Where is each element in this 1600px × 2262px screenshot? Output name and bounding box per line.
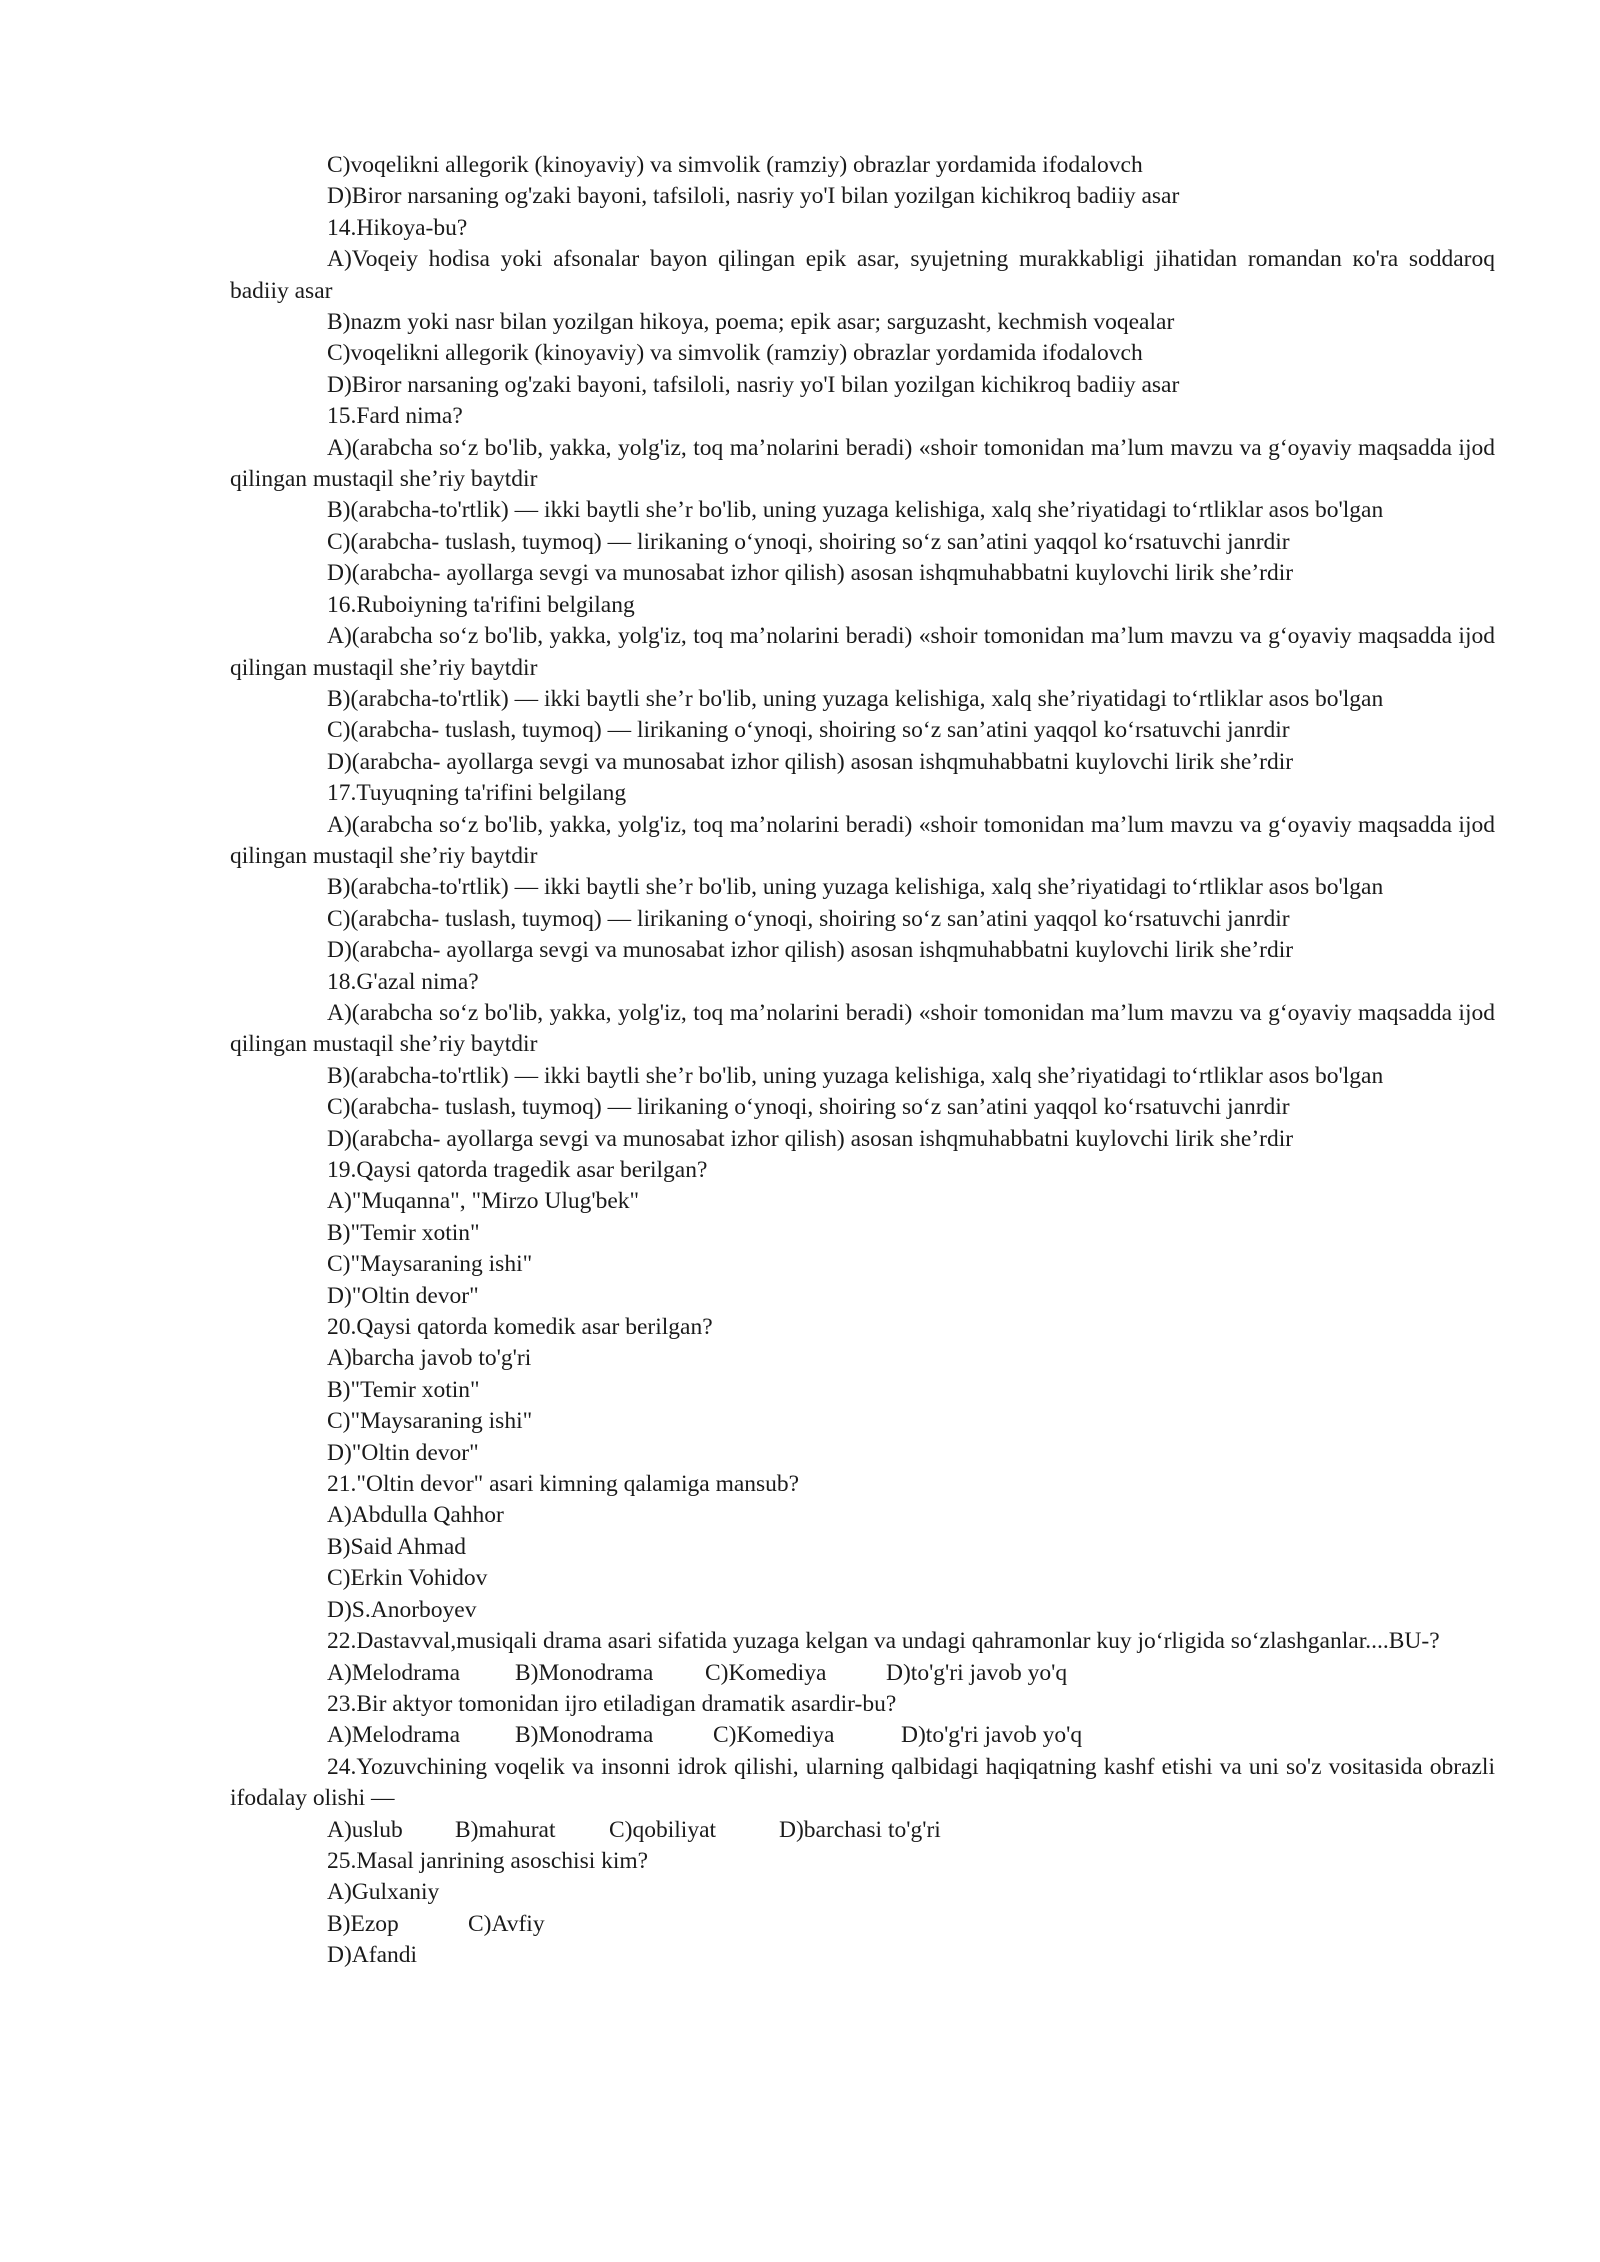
- answer-option: D)"Oltin devor": [327, 1282, 479, 1309]
- answer-option: A)(arabcha so‘z bo'lib, yakka, yolg'iz, toq ma’nolarini beradi) «shoir tomonidan ma’lum mavzu va g‘oyaviy maqsadda ijod qilingan mustaqil she’riy baytdir: [230, 811, 1495, 869]
- answer-option: C)(arabcha- tuslash, tuymoq) — lirikaning o‘ynoqi, shoiring so‘z san’atini yaqqol ko‘rsatuvchi janrdir: [327, 717, 1290, 744]
- answer-option: C)"Maysaraning ishi": [327, 1408, 533, 1435]
- answer-option: C)qobiliyat: [609, 1816, 717, 1843]
- answer-option: A)Abdulla Qahhor: [327, 1502, 504, 1529]
- answer-option: A)Melodrama: [327, 1659, 461, 1686]
- q24-options-row: [230, 1815, 1495, 1846]
- answer-option: B)(arabcha-to'rtlik) — ikki baytli she’r bo'lib, uning yuzaga kelishiga, xalq she’riyatidagi to‘rtliklar asos bo'lgan: [327, 874, 1384, 901]
- question-15: 15.Fard nima?: [327, 403, 463, 430]
- answer-option: C)Avfiy: [468, 1910, 545, 1937]
- answer-option: B)nazm yoki nasr bilan yozilgan hikoya, poema; epik asar; sarguzasht, kechmish voqealar: [327, 309, 1175, 336]
- answer-option: D)to'g'ri javob yo'q: [886, 1659, 1068, 1686]
- question-17: 17.Tuyuqning ta'rifini belgilang: [327, 780, 627, 807]
- answer-option: B)(arabcha-to'rtlik) — ikki baytli she’r bo'lib, uning yuzaga kelishiga, xalq she’riyatidagi to‘rtliklar asos bo'lgan: [327, 497, 1384, 524]
- text-line: D)Biror narsaning og'zaki bayoni, tafsiloli, nasriy yo'I bilan yozilgan kichikroq badiiy asar: [327, 183, 1180, 210]
- answer-option: A)uslub: [327, 1816, 403, 1843]
- question-18: 18.G'azal nima?: [327, 968, 479, 995]
- answer-option: B)mahurat: [455, 1816, 556, 1843]
- answer-option: A)(arabcha so‘z bo'lib, yakka, yolg'iz, toq ma’nolarini beradi) «shoir tomonidan ma’lum mavzu va g‘oyaviy maqsadda ijod qilingan mustaqil she’riy baytdir: [230, 434, 1495, 493]
- answer-option: D)to'g'ri javob yo'q: [901, 1722, 1083, 1749]
- answer-option: D)"Oltin devor": [327, 1439, 479, 1466]
- answer-option: B)Monodrama: [515, 1722, 654, 1749]
- document-page: [230, 150, 1495, 1972]
- answer-option: B)Monodrama: [515, 1659, 654, 1686]
- answer-option: A)(arabcha so‘z bo'lib, yakka, yolg'iz, toq ma’nolarini beradi) «shoir tomonidan ma’lum mavzu va g‘oyaviy maqsadda ijod qilingan mustaqil she’riy baytdir: [230, 999, 1495, 1058]
- answer-option: C)Komediya: [713, 1722, 835, 1749]
- answer-option: A)"Muqanna", "Mirzo Ulug'bek": [327, 1188, 640, 1215]
- question-14: 14.Hikoya-bu?: [327, 214, 468, 241]
- answer-option: C)Erkin Vohidov: [327, 1565, 488, 1592]
- answer-option: A)Voqeiy hodisa yoki afsonalar bayon qilingan epik asar, syujetning murakkabligi jihatidan romandan кo'ra soddaroq badiiy asar: [230, 246, 1495, 304]
- q25-options-row: [230, 1909, 1495, 1940]
- answer-option: D)Afandi: [327, 1942, 418, 1969]
- answer-option: D)(arabcha- ayollarga sevgi va munosabat izhor qilish) asosan ishqmuhabbatni kuylovchi lirik she’rdir: [327, 937, 1294, 964]
- question-20: 20.Qaysi qatorda komedik asar berilgan?: [327, 1314, 713, 1341]
- question-22: 22.Dastavval,musiqali drama asari sifatida yuzaga kelgan va undagi qahramonlar kuy jo‘rligida so‘zlashganlar....BU-?: [327, 1628, 1440, 1655]
- answer-option: C)voqelikni allegorik (kinoyaviy) va simvolik (ramziy) obrazlar yordamida ifodalovch: [327, 340, 1143, 367]
- question-19: 19.Qaysi qatorda tragedik asar berilgan?: [327, 1157, 708, 1183]
- answer-option: D)(arabcha- ayollarga sevgi va munosabat izhor qilish) asosan ishqmuhabbatni kuylovchi lirik she’rdir: [327, 748, 1294, 775]
- question-25: 25.Masal janrining asoschisi kim?: [327, 1847, 649, 1874]
- answer-option: A)Gulxaniy: [327, 1879, 440, 1906]
- answer-option: B)"Temir xotin": [327, 1376, 480, 1403]
- q22-options-row: [230, 1658, 1495, 1689]
- question-21: 21."Oltin devor" asari kimning qalamiga mansub?: [327, 1471, 800, 1498]
- answer-option: B)(arabcha-to'rtlik) — ikki baytli she’r bo'lib, uning yuzaga kelishiga, xalq she’riyatidagi to‘rtliklar asos bo'lgan: [327, 685, 1384, 712]
- text-line: C)voqelikni allegorik (kinoyaviy) va simvolik (ramziy) obrazlar yordamida ifodalovch: [327, 152, 1143, 178]
- answer-option: D)Biror narsaning og'zaki bayoni, tafsiloli, nasriy yo'I bilan yozilgan kichikroq badiiy asar: [327, 371, 1180, 398]
- answer-option: D)S.Anorboyev: [327, 1596, 477, 1623]
- answer-option: B)(arabcha-to'rtlik) — ikki baytli she’r bo'lib, uning yuzaga kelishiga, xalq she’riyatidagi to‘rtliklar asos bo'lgan: [327, 1062, 1384, 1089]
- answer-option: D)(arabcha- ayollarga sevgi va munosabat izhor qilish) asosan ishqmuhabbatni kuylovchi lirik she’rdir: [327, 1125, 1294, 1152]
- answer-option: A)(arabcha so‘z bo'lib, yakka, yolg'iz, toq ma’nolarini beradi) «shoir tomonidan ma’lum mavzu va g‘oyaviy maqsadda ijod qilingan mustaqil she’riy baytdir: [230, 623, 1495, 681]
- question-16: 16.Ruboiyning ta'rifini belgilang: [327, 591, 635, 618]
- answer-option: B)Said Ahmad: [327, 1533, 467, 1560]
- answer-option: C)Komediya: [705, 1659, 827, 1686]
- question-24: 24.Yozuvchining voqelik va insonni idrok qilishi, ularning qalbidagi haqiqatning kashf etishi va uni so'z vositasida obrazli ifodalay olishi —: [230, 1753, 1495, 1812]
- answer-option: A)Melodrama: [327, 1722, 461, 1749]
- answer-option: C)(arabcha- tuslash, tuymoq) — lirikaning o‘ynoqi, shoiring so‘z san’atini yaqqol ko‘rsatuvchi janrdir: [327, 905, 1290, 932]
- q23-options-row: [230, 1720, 1495, 1751]
- answer-option: D)barchasi to'g'ri: [779, 1816, 941, 1843]
- answer-option: C)"Maysaraning ishi": [327, 1251, 533, 1278]
- answer-option: D)(arabcha- ayollarga sevgi va munosabat izhor qilish) asosan ishqmuhabbatni kuylovchi lirik she’rdir: [327, 560, 1294, 587]
- answer-option: B)Ezop: [327, 1910, 399, 1937]
- answer-option: A)barcha javob to'g'ri: [327, 1345, 532, 1372]
- answer-option: C)(arabcha- tuslash, tuymoq) — lirikaning o‘ynoqi, shoiring so‘z san’atini yaqqol ko‘rsatuvchi janrdir: [327, 1094, 1290, 1121]
- question-23: 23.Bir aktyor tomonidan ijro etiladigan dramatik asardir-bu?: [327, 1690, 897, 1717]
- answer-option: C)(arabcha- tuslash, tuymoq) — lirikaning o‘ynoqi, shoiring so‘z san’atini yaqqol ko‘rsatuvchi janrdir: [327, 528, 1290, 555]
- answer-option: B)"Temir xotin": [327, 1219, 480, 1246]
